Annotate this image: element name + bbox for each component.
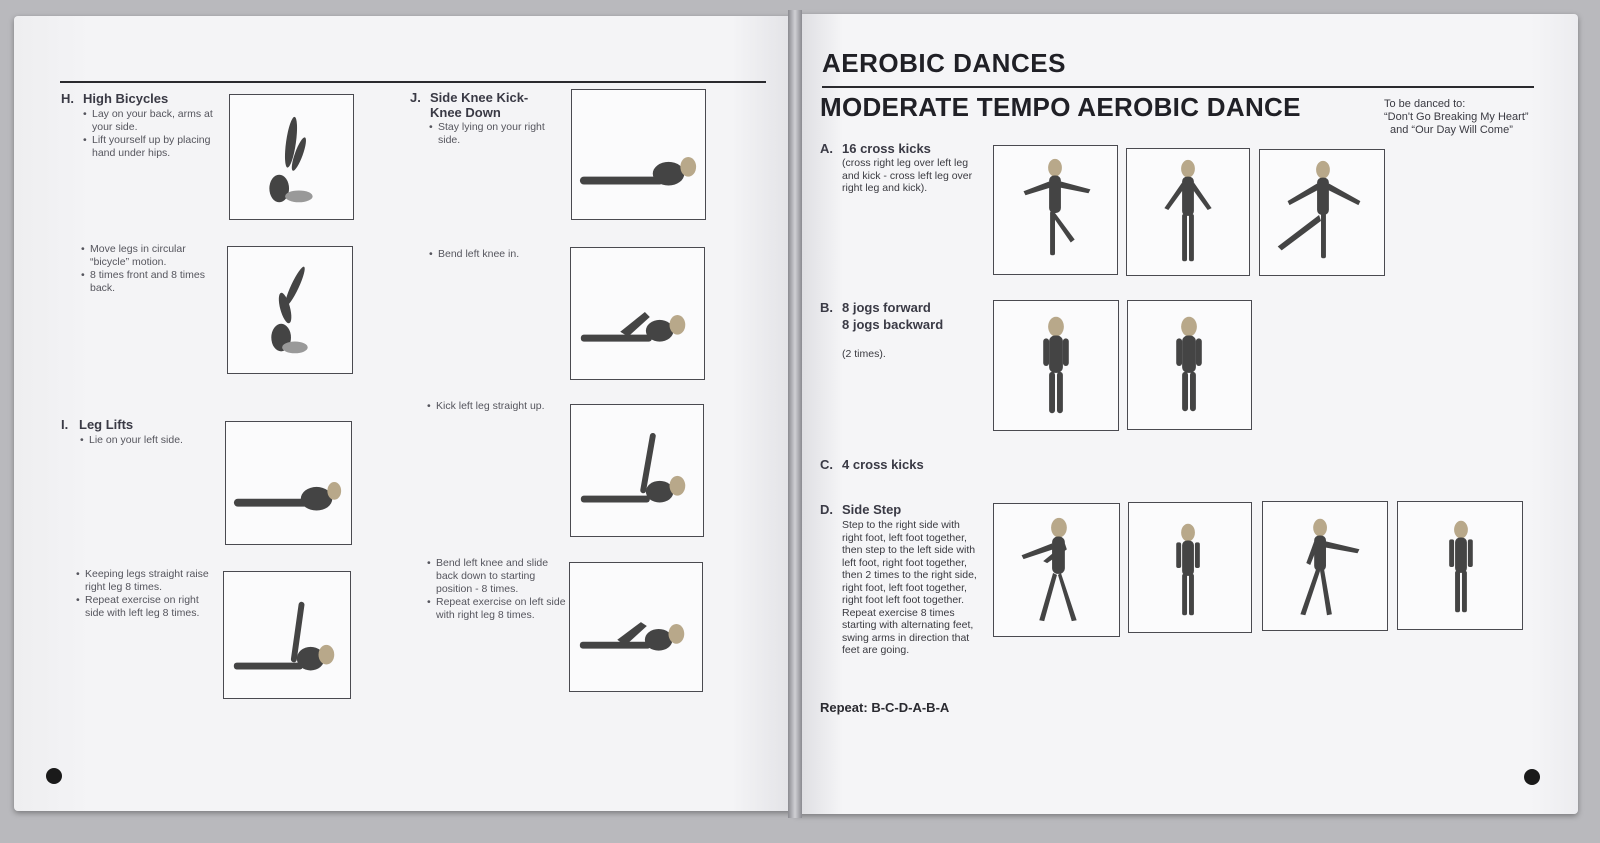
photo-side-step-1: [993, 503, 1120, 637]
exercise-h-heading: H. High Bicycles: [61, 91, 169, 106]
exercise-j-heading: J. Side Knee Kick-Knee Down: [410, 90, 529, 120]
right-top-rule: [822, 86, 1534, 88]
dance-step-b-heading: B. 8 jogs forward 8 jogs backward: [820, 300, 944, 332]
exercise-h-step2-bullets: • Move legs in circular “bicycle” motion. • 8 times front and 8 times back.: [81, 243, 216, 295]
photo-leg-lifts-2: [223, 571, 351, 699]
photo-side-knee-4: [569, 562, 703, 692]
exercise-j-step1-bullets: • Stay lying on your right side.: [429, 121, 559, 147]
exercise-j-step3-bullets: • Kick left leg straight up.: [427, 400, 562, 413]
photo-cross-kick-3: [1259, 149, 1385, 276]
dance-step-a-desc: (cross right leg over left leg and kick - cross left leg over right leg and kick).: [842, 157, 973, 194]
exercise-h-step1-bullets: • Lay on your back, arms at your side. • Lift yourself up by placing hand under hips.: [83, 108, 218, 160]
dance-step-c-heading: C. 4 cross kicks: [820, 457, 924, 472]
book-spine: [788, 10, 802, 818]
exercise-j-step2-bullets: • Bend left knee in.: [429, 248, 559, 261]
binder-hole-left: [46, 768, 62, 784]
photo-leg-lifts-1: [225, 421, 352, 545]
photo-cross-kick-1: [993, 145, 1118, 275]
dance-step-a-heading: A. 16 cross kicks: [820, 141, 931, 156]
photo-jog-forward: [993, 300, 1119, 431]
photo-side-knee-3: [570, 404, 704, 537]
photo-jog-backward: [1127, 300, 1252, 430]
photo-side-step-2: [1128, 502, 1252, 633]
exercise-i-heading: I. Leg Lifts: [61, 417, 134, 432]
photo-high-bicycles-2: [227, 246, 353, 374]
repeat-sequence: Repeat: B-C-D-A-B-A: [820, 700, 950, 715]
section-header: AEROBIC DANCES: [822, 48, 1066, 78]
exercise-i-step2-bullets: • Keeping legs straight raise right leg 8 times. • Repeat exercise on right side with left leg 8 times.: [76, 568, 216, 620]
left-top-rule: [60, 81, 766, 83]
exercise-j-step4-bullets: • Bend left knee and slide back down to starting position - 8 times. • Repeat exercise on left side with right leg 8 times.: [427, 557, 567, 622]
photo-high-bicycles-1: [229, 94, 354, 220]
binder-hole-right: [1524, 769, 1540, 785]
dance-step-d-heading: D. Side Step: [820, 502, 902, 517]
dance-step-b-desc: (2 times).: [842, 348, 886, 360]
exercise-i-step1-bullets: • Lie on your left side.: [80, 434, 215, 447]
songs-note: To be danced to: “Don't Go Breaking My Heart” and “Our Day Will Come”: [1384, 98, 1529, 136]
photo-side-knee-2: [570, 247, 705, 380]
photo-side-knee-1: [571, 89, 706, 220]
page-title: MODERATE TEMPO AEROBIC DANCE: [820, 92, 1301, 122]
photo-side-step-4: [1397, 501, 1523, 630]
dance-step-d-desc: Step to the right side with right foot, left foot together, then step to the left side with left foot, right foot together, then 2 times to the right side, right foot, left foot together, right foot left foot together. Repeat exercise 8 times starting with alternating feet, swing arms in direction that feet are going.: [842, 519, 977, 656]
photo-cross-kick-2: [1126, 148, 1250, 276]
photo-side-step-3: [1262, 501, 1388, 631]
